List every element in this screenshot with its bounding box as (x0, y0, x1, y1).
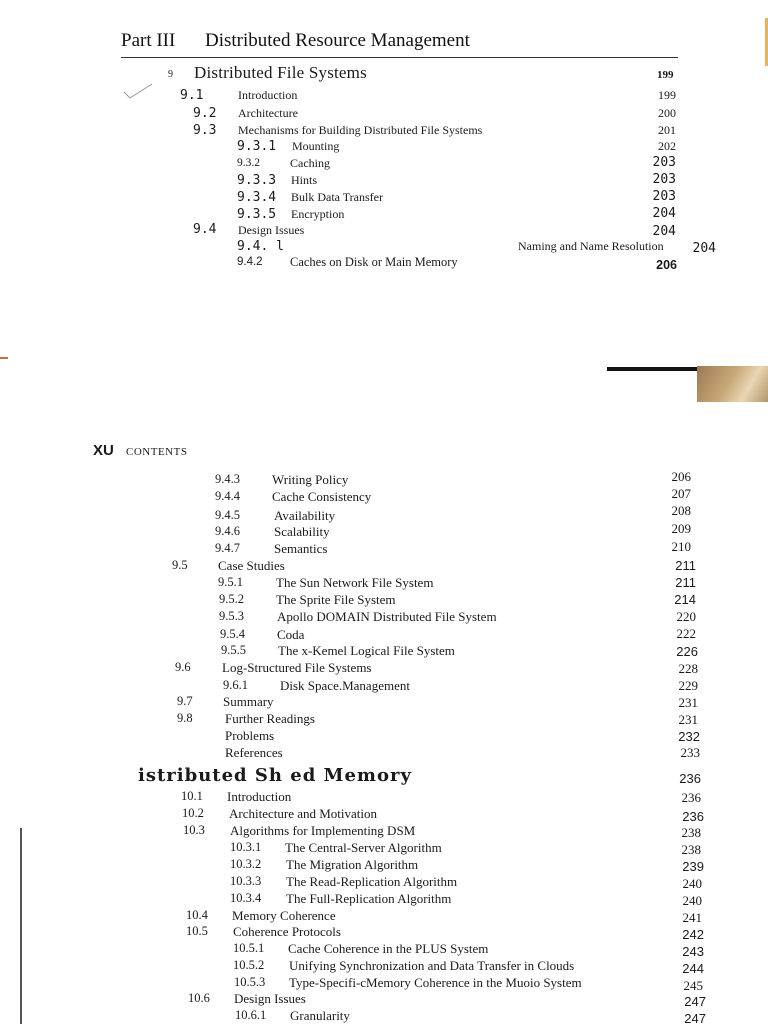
toc-num: 10.3 (183, 823, 205, 837)
toc-num: 9.4. l (237, 239, 284, 254)
toc-page: 211 (675, 558, 696, 573)
toc-title: Caching (290, 156, 330, 170)
toc-page: 233 (680, 745, 700, 760)
toc-page: 204 (652, 206, 676, 221)
toc-title: Mechanisms for Building Distributed File Systems (238, 123, 483, 137)
toc-title: Memory Coherence (232, 908, 336, 923)
scan-edge-mark (0, 357, 8, 359)
page-header-code: XU (93, 442, 114, 459)
chapter-page: 236 (679, 771, 701, 786)
toc-num: 9.6.1 (223, 678, 248, 692)
toc-title: Coda (277, 627, 305, 642)
toc-title: Hints (291, 173, 318, 187)
toc-num: 10.1 (181, 789, 203, 803)
toc-page: 239 (682, 859, 704, 874)
toc-num: 10.4 (186, 908, 208, 922)
toc-num: 10.5 (186, 924, 208, 938)
toc-page: 200 (658, 106, 676, 120)
toc-title: Design Issues (238, 223, 305, 237)
toc-num: 9.4.4 (215, 489, 240, 503)
toc-page: 220 (676, 609, 696, 624)
toc-num: 10.5.2 (233, 958, 265, 972)
toc-title: Coherence Protocols (233, 924, 341, 939)
toc-title: Case Studies (218, 558, 285, 573)
toc-title: The Read-Replication Algorithm (286, 874, 458, 889)
toc-num: 9.5.1 (218, 575, 243, 589)
toc-page: 214 (674, 592, 696, 607)
toc-num: 10.3.4 (230, 891, 262, 905)
toc-page: 245 (683, 978, 703, 993)
toc-num: 10.6 (188, 991, 210, 1005)
toc-page: 204 (692, 241, 716, 256)
toc-title: References (225, 745, 283, 760)
toc-title: Type-Specifi-cMemory Coherence in the Muoio System (289, 975, 582, 990)
toc-title: Disk Space.Management (280, 678, 410, 693)
toc-title: The Migration Algorithm (286, 857, 419, 872)
toc-page: 208 (671, 503, 691, 518)
toc-title: Design Issues (234, 991, 306, 1006)
toc-title: Problems (225, 728, 275, 743)
toc-num: 9.8 (177, 711, 193, 725)
toc-num: 9.1 (180, 88, 204, 103)
toc-num: 9.4.6 (215, 524, 240, 538)
toc-page: 222 (676, 626, 696, 641)
toc-num: 9.3 (193, 123, 217, 138)
toc-page: 232 (678, 729, 700, 744)
toc-page: 209 (671, 521, 691, 536)
toc-title: Introduction (227, 789, 292, 804)
toc-title: Apollo DOMAIN Distributed File System (277, 609, 497, 624)
toc-page: 203 (652, 172, 676, 187)
toc-num: 10.2 (182, 806, 204, 820)
toc-num: 9.5 (172, 558, 188, 572)
part-rule (121, 57, 678, 58)
scan-edge-bar (607, 367, 702, 371)
page-header-label: CONTENTS (126, 446, 188, 458)
toc-title: The Full-Replication Algorithm (286, 891, 452, 906)
toc-page: 231 (678, 695, 698, 710)
toc-page: 236 (682, 809, 704, 824)
toc-title: Introduction (238, 88, 298, 102)
toc-num: 9.3.5 (237, 207, 277, 222)
part-label: Part III (121, 30, 176, 51)
toc-title: The Central-Server Algorithm (285, 840, 442, 855)
toc-page: 199 (658, 88, 676, 102)
toc-num: 9.5.4 (220, 627, 245, 641)
toc-title: Semantics (274, 541, 328, 556)
toc-title: The x-Kemel Logical File System (278, 643, 455, 658)
toc-page: 240 (682, 893, 702, 908)
toc-page: 203 (652, 189, 676, 204)
toc-page: 202 (658, 139, 676, 153)
chapter-title: istributed Sh ed Memory (138, 765, 412, 786)
chapter-title: Distributed File Systems (194, 63, 367, 82)
toc-title: Availability (274, 508, 336, 523)
toc-page: 238 (681, 842, 701, 857)
toc-title: Naming and Name Resolution (518, 239, 664, 253)
toc-page: 238 (681, 825, 701, 840)
toc-title: Granularity (290, 1008, 350, 1023)
toc-page: 226 (676, 644, 698, 659)
toc-num: 10.5.1 (233, 941, 265, 955)
toc-page: 236 (681, 790, 701, 805)
toc-page: 244 (682, 961, 704, 976)
toc-page: 203 (652, 155, 676, 170)
pencil-checkmark-icon (122, 80, 154, 102)
toc-page: 240 (682, 876, 702, 891)
toc-title: The Sun Network File System (276, 575, 434, 590)
toc-num: 10.3.1 (230, 840, 262, 854)
toc-page: 206 (671, 469, 691, 484)
toc-title: Unifying Synchronization and Data Transfer in Clouds (289, 958, 575, 973)
toc-page: 242 (682, 927, 704, 942)
toc-num: 9.3.2 (237, 157, 260, 169)
toc-num: 9.4.2 (237, 256, 263, 268)
part-title: Distributed Resource Management (205, 30, 470, 51)
toc-title: Log-Structured File Systems (222, 660, 372, 675)
scan-edge-photo (697, 366, 768, 402)
toc-num: 9.4 (193, 222, 217, 237)
toc-title: Writing Policy (272, 472, 349, 487)
toc-page: 210 (671, 539, 691, 554)
toc-page: 241 (682, 910, 702, 925)
toc-title: Algorithms for Implementing DSM (230, 823, 416, 838)
chapter-number: 9 (168, 69, 173, 80)
toc-num: 9.4.5 (215, 508, 240, 522)
toc-title: Scalability (274, 524, 330, 539)
toc-title: Cache Consistency (272, 489, 372, 504)
chapter-page: 199 (657, 69, 674, 81)
toc-title: Caches on Disk or Main Memory (290, 255, 458, 269)
toc-page: 247 (684, 1011, 706, 1026)
toc-title: Further Readings (225, 711, 315, 726)
toc-num: 10.5.3 (234, 975, 266, 989)
toc-num: 10.3.2 (230, 857, 262, 871)
toc-title: Cache Coherence in the PLUS System (288, 941, 489, 956)
toc-page: 206 (656, 258, 677, 272)
toc-num: 10.3.3 (230, 874, 262, 888)
toc-num: 9.6 (175, 660, 191, 674)
margin-line (20, 828, 22, 1024)
toc-num: 9.3.4 (237, 190, 277, 205)
toc-title: Encryption (291, 207, 345, 221)
toc-title: Architecture (238, 106, 298, 120)
toc-num: 9.7 (177, 694, 193, 708)
toc-num: 9.4.3 (215, 472, 240, 486)
toc-num: 10.6.1 (235, 1008, 267, 1022)
toc-title: Summary (223, 694, 274, 709)
toc-num: 9.2 (193, 106, 217, 121)
toc-num: 9.4.7 (215, 541, 240, 555)
toc-page: 204 (652, 224, 676, 239)
toc-page: 207 (671, 486, 691, 501)
toc-page: 228 (678, 661, 698, 676)
toc-page: 229 (678, 678, 698, 693)
toc-num: 9.3.1 (237, 139, 277, 154)
toc-num: 9.5.3 (219, 609, 244, 623)
toc-title: Bulk Data Transfer (291, 190, 383, 204)
toc-title: Architecture and Motivation (229, 806, 378, 821)
toc-title: Mounting (292, 139, 340, 153)
toc-num: 9.5.2 (219, 592, 244, 606)
toc-num: 9.3.3 (237, 173, 277, 188)
toc-page: 231 (678, 712, 698, 727)
toc-page: 243 (682, 944, 704, 959)
toc-num: 9.5.5 (221, 643, 246, 657)
toc-title: The Sprite File System (276, 592, 396, 607)
toc-page: 211 (675, 575, 696, 590)
toc-page: 201 (658, 123, 676, 137)
toc-page: 247 (684, 994, 706, 1009)
